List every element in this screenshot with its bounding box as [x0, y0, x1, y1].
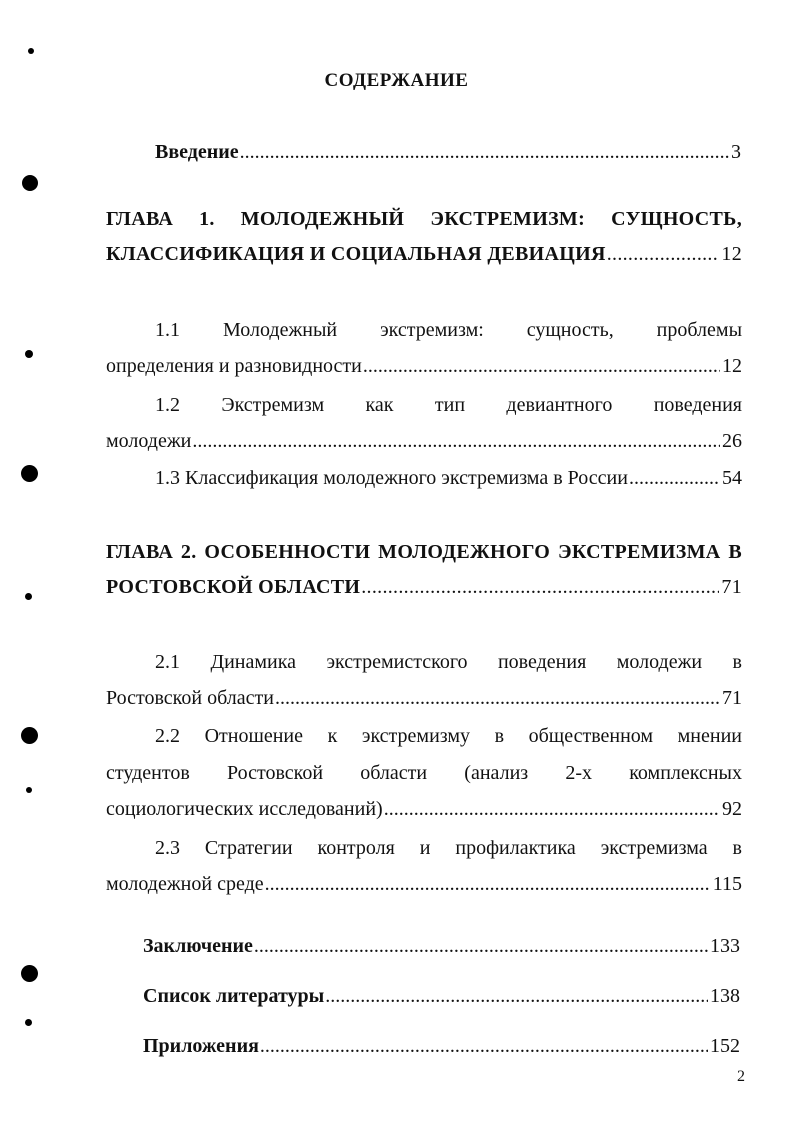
page-number: 2	[737, 1068, 745, 1085]
leader-dots	[275, 686, 720, 710]
leader-dots	[363, 354, 720, 378]
leader-dots	[254, 934, 708, 958]
toc-entry-label: РОСТОВСКОЙ ОБЛАСТИ	[106, 576, 361, 598]
section-1-2-line1: 1.2 Экстремизм как тип девиантного поведения	[155, 394, 742, 416]
toc-entry-appendices	[143, 1034, 740, 1058]
chapter1-heading-line1: ГЛАВА 1. МОЛОДЕЖНЫЙ ЭКСТРЕМИЗМ: СУЩНОСТЬ,	[106, 208, 742, 230]
leader-dots	[192, 429, 720, 453]
toc-entry-label: КЛАССИФИКАЦИЯ И СОЦИАЛЬНАЯ ДЕВИАЦИЯ	[106, 243, 606, 265]
leader-dots	[325, 984, 708, 1008]
toc-entry-label: определения и разновидности	[106, 355, 362, 377]
binder-hole-mark	[25, 350, 33, 358]
toc-entry-page: 71	[722, 687, 742, 709]
toc-entry-page: 3	[731, 141, 741, 163]
toc-entry-section-2-3	[106, 872, 742, 896]
toc-entry-chapter2	[106, 575, 742, 599]
binder-hole-mark	[25, 593, 32, 600]
toc-entry-section-1-2	[106, 429, 742, 453]
leader-dots	[384, 797, 720, 821]
toc-entry-label: Ростовской области	[106, 687, 274, 709]
leader-dots	[260, 1034, 708, 1058]
toc-entry-chapter1	[106, 242, 742, 266]
leader-dots	[240, 140, 729, 164]
toc-entry-page: 71	[721, 576, 742, 598]
section-2-3-line1: 2.3 Стратегии контроля и профилактика экстремизма в	[155, 837, 742, 859]
toc-entry-label: молодежи	[106, 430, 192, 452]
toc-entry-intro	[155, 140, 741, 164]
binder-hole-mark	[25, 1019, 32, 1026]
section-2-2-line1: 2.2 Отношение к экстремизму в общественном мнении	[155, 725, 742, 747]
section-1-1-line1: 1.1 Молодежный экстремизм: сущность, проблемы	[155, 319, 742, 341]
leader-dots	[607, 242, 720, 266]
toc-entry-label: Список литературы	[143, 985, 325, 1007]
toc-entry-label: Введение	[155, 141, 239, 163]
toc-entry-conclusion	[143, 934, 740, 958]
binder-hole-mark	[21, 965, 38, 982]
toc-entry-label: молодежной среде	[106, 873, 264, 895]
toc-entry-page: 12	[722, 355, 742, 377]
leader-dots	[265, 872, 711, 896]
toc-entry-page: 26	[722, 430, 742, 452]
leader-dots	[361, 575, 719, 599]
toc-entry-label: Приложения	[143, 1035, 259, 1057]
toc-entry-label: 1.3 Классификация молодежного экстремизма в России	[155, 467, 628, 489]
toc-entry-section-2-2	[106, 797, 742, 821]
binder-hole-mark	[28, 48, 34, 54]
chapter2-heading-line1: ГЛАВА 2. ОСОБЕННОСТИ МОЛОДЕЖНОГО ЭКСТРЕМИЗМА В	[106, 541, 742, 563]
section-2-2-line2: студентов Ростовской области (анализ 2-х комплексных	[106, 762, 742, 784]
toc-entry-label: социологических исследований)	[106, 798, 383, 820]
toc-entry-page: 152	[710, 1035, 740, 1057]
binder-hole-mark	[21, 727, 38, 744]
toc-entry-page: 115	[712, 873, 742, 895]
toc-entry-page: 54	[722, 467, 742, 489]
toc-entry-page: 92	[722, 798, 742, 820]
binder-hole-mark	[26, 787, 32, 793]
toc-entry-section-1-1	[106, 354, 742, 378]
toc-entry-section-2-1	[106, 686, 742, 710]
toc-entry-references	[143, 984, 740, 1008]
toc-entry-page: 133	[710, 935, 740, 957]
leader-dots	[629, 466, 720, 490]
toc-entry-section-1-3	[155, 466, 742, 490]
binder-hole-mark	[22, 175, 38, 191]
section-2-1-line1: 2.1 Динамика экстремистского поведения молодежи в	[155, 651, 742, 673]
binder-hole-mark	[21, 465, 38, 482]
toc-entry-page: 138	[710, 985, 740, 1007]
toc-title: СОДЕРЖАНИЕ	[324, 70, 469, 91]
toc-entry-label: Заключение	[143, 935, 253, 957]
toc-entry-page: 12	[721, 243, 742, 265]
